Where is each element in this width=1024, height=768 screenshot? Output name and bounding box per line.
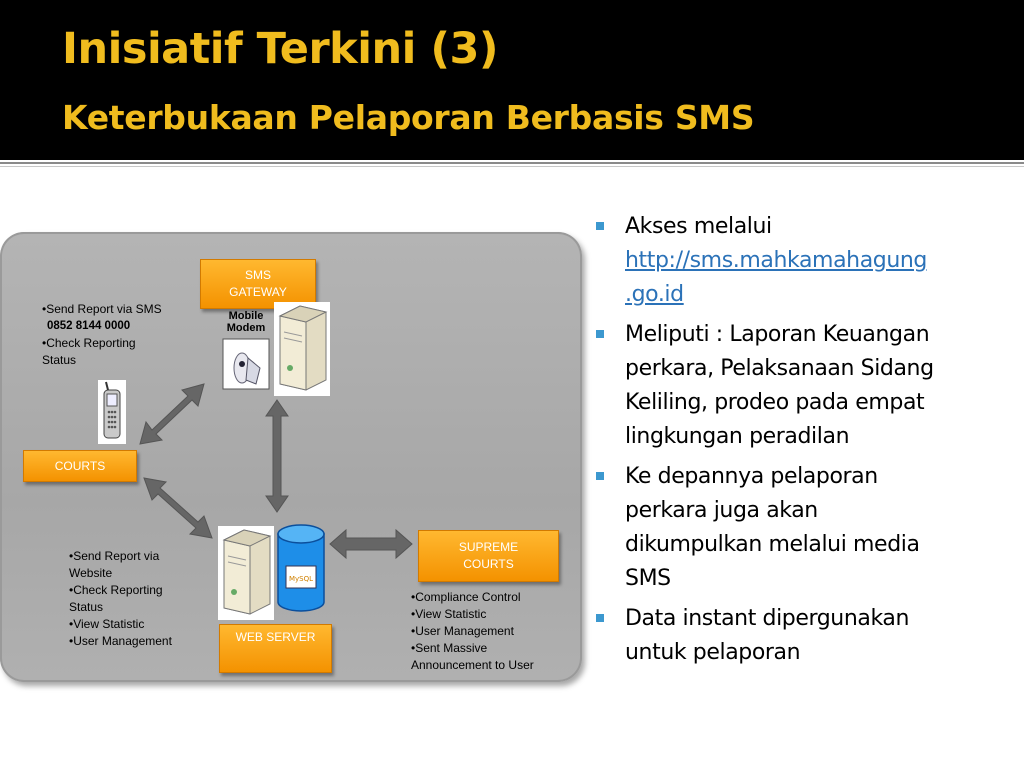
sms-note-1: •Send Report via SMS bbox=[42, 302, 162, 316]
slide-subtitle: Keterbukaan Pelaporan Berbasis SMS bbox=[62, 98, 755, 137]
web-features-list bbox=[69, 548, 172, 650]
bullet-3-line-4: SMS bbox=[625, 566, 671, 591]
mysql-label: MySQL bbox=[288, 575, 314, 583]
mobile-phone-icon bbox=[98, 380, 126, 444]
bullet-marker-icon bbox=[596, 330, 604, 338]
sms-features-list bbox=[42, 301, 162, 369]
arrow-courts-gateway bbox=[136, 382, 216, 454]
modem-icon bbox=[222, 338, 270, 390]
bullet-item-data bbox=[594, 602, 974, 670]
bullet-item-scope bbox=[594, 318, 974, 454]
bullet-marker-icon bbox=[596, 472, 604, 480]
bullet-4-line-1: Data instant dipergunakan bbox=[625, 606, 910, 631]
sms-link-line-2[interactable]: .go.id bbox=[625, 282, 684, 307]
arrow-gateway-webserver bbox=[264, 398, 290, 516]
web-note-2: Website bbox=[69, 566, 113, 580]
bullet-2-line-1: Meliputi : Laporan Keuangan bbox=[625, 322, 930, 347]
bullet-marker-icon bbox=[596, 222, 604, 230]
sms-link-line-1[interactable]: http://sms.mahkamahagung bbox=[625, 248, 927, 273]
web-server-label: WEB SERVER bbox=[235, 630, 316, 644]
bullet-2-line-4: lingkungan peradilan bbox=[625, 424, 850, 449]
web-note-3: •Check Reporting bbox=[69, 583, 163, 597]
supreme-note-3: •User Management bbox=[411, 624, 514, 638]
courts-label: COURTS bbox=[54, 458, 106, 473]
bullet-3-line-1: Ke depannya pelaporan bbox=[625, 464, 878, 489]
bullet-4-line-2: untuk pelaporan bbox=[625, 640, 801, 665]
divider-thin bbox=[0, 166, 1024, 167]
bullet-item-access bbox=[594, 210, 974, 312]
bullet-3-line-2: perkara juga akan bbox=[625, 498, 818, 523]
supreme-note-5: Announcement to User bbox=[411, 658, 534, 672]
bullet-3-line-3: dikumpulkan melalui media bbox=[625, 532, 920, 557]
database-icon bbox=[276, 524, 326, 614]
mobile-modem bbox=[222, 310, 270, 390]
slide-title: Inisiatif Terkini (3) bbox=[62, 24, 499, 74]
bullet-2-line-3: Keliling, prodeo pada empat bbox=[625, 390, 925, 415]
arrow-webserver-supreme bbox=[328, 526, 414, 564]
bullet-2-line-2: perkara, Pelaksanaan Sidang bbox=[625, 356, 934, 381]
web-server-icon bbox=[218, 526, 274, 620]
supreme-note-4: •Sent Massive bbox=[411, 641, 488, 655]
sms-note-2: •Check Reporting bbox=[42, 336, 136, 350]
supreme-note-1: •Compliance Control bbox=[411, 590, 521, 604]
sms-gateway-label: SMS GATEWAY bbox=[229, 268, 287, 299]
supreme-note-2: •View Statistic bbox=[411, 607, 487, 621]
arrow-courts-webserver bbox=[142, 474, 224, 546]
supreme-features-list bbox=[411, 589, 534, 674]
architecture-diagram bbox=[0, 232, 582, 682]
supreme-courts-box bbox=[418, 530, 559, 582]
modem-label-2: Modem bbox=[226, 322, 266, 334]
supreme-courts-label: SUPREME COURTS bbox=[458, 540, 519, 571]
sms-note-3: Status bbox=[42, 353, 77, 367]
web-note-5: •View Statistic bbox=[69, 617, 145, 631]
web-note-4: Status bbox=[69, 600, 104, 614]
web-note-6: •User Management bbox=[69, 634, 172, 648]
divider bbox=[0, 162, 1024, 164]
bullet-marker-icon bbox=[596, 614, 604, 622]
title-bar bbox=[0, 0, 1024, 160]
bullet-list bbox=[594, 210, 974, 676]
web-note-1: •Send Report via bbox=[69, 549, 160, 563]
bullet-1-text: Akses melalui bbox=[625, 214, 772, 239]
gateway-server-icon bbox=[274, 302, 330, 396]
modem-label-1: Mobile bbox=[228, 310, 264, 322]
courts-box bbox=[23, 450, 137, 482]
bullet-item-future bbox=[594, 460, 974, 596]
sms-number: 0852 8144 0000 bbox=[47, 320, 131, 332]
web-server-box bbox=[219, 624, 332, 673]
